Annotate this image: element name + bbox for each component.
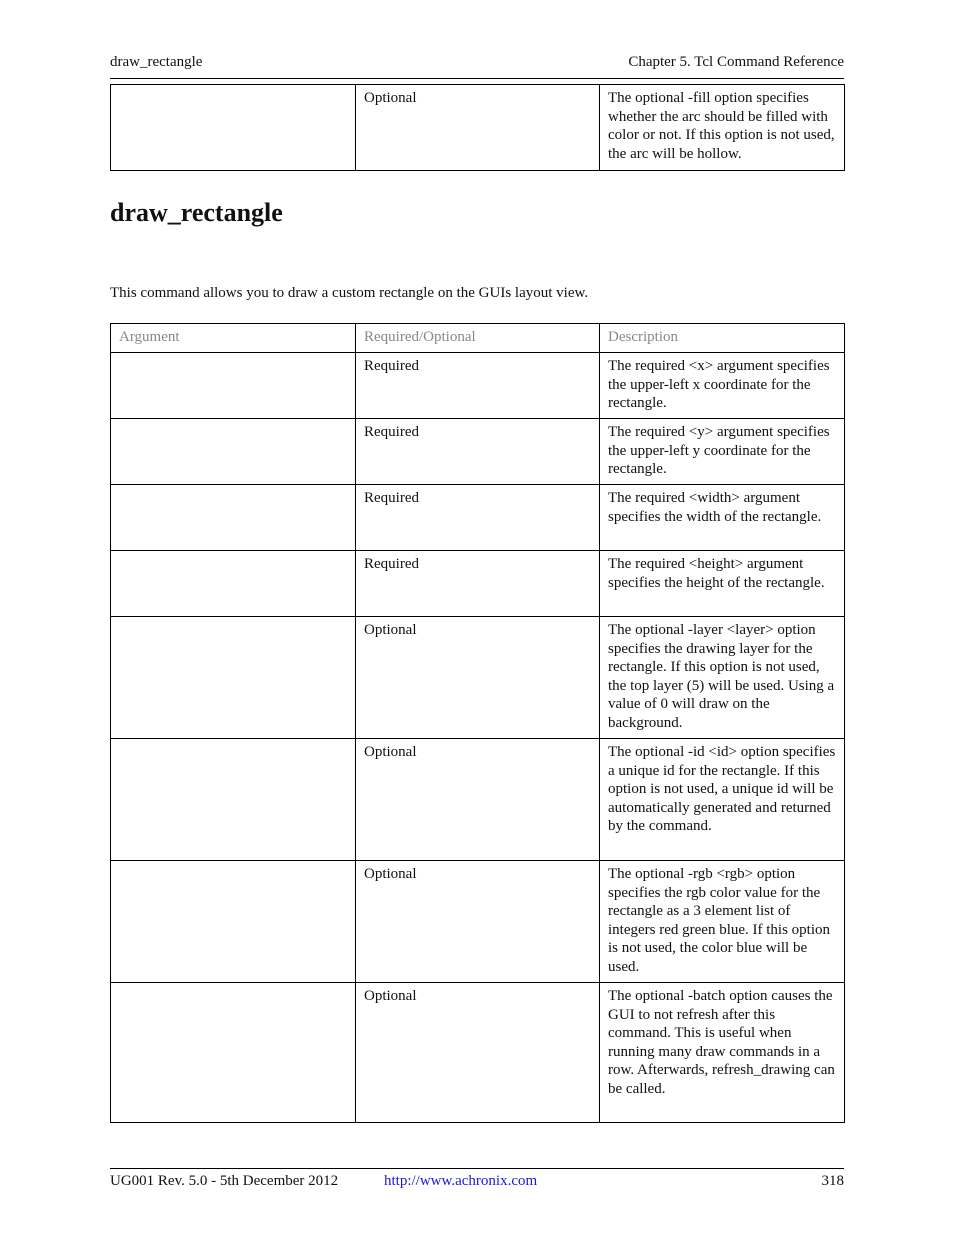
- table-row: [111, 485, 845, 551]
- column-header-required: Required/Optional: [356, 324, 600, 353]
- page-footer: [110, 1173, 844, 1195]
- argument-cell: [111, 485, 356, 551]
- required-cell: Optional: [356, 983, 600, 1123]
- description-cell: The optional -layer <layer> option specifies the drawing layer for the rectangle. If this option is not used, the top layer (5) will be used. Using a value of 0 will draw on the background.: [600, 617, 845, 739]
- command-syntax: [110, 243, 844, 279]
- description-cell: The required <x> argument specifies the upper-left x coordinate for the rectangle.: [600, 353, 845, 419]
- table-row: [111, 353, 845, 419]
- required-cell: Optional: [356, 861, 600, 983]
- description-cell: The required <y> argument specifies the upper-left y coordinate for the rectangle.: [600, 419, 845, 485]
- required-cell: Optional: [356, 739, 600, 861]
- required-cell: Required: [356, 485, 600, 551]
- table-row: [111, 551, 845, 617]
- required-cell: Optional: [356, 617, 600, 739]
- footer-document-id: UG001 Rev. 5.0 - 5th December 2012: [110, 1173, 339, 1189]
- argument-cell: [111, 861, 356, 983]
- description-cell: The optional -batch option causes the GUI to not refresh after this command. This is useful when running many draw commands in a row. Afterwards, refresh_drawing can be called.: [600, 983, 845, 1123]
- table-row: [111, 739, 845, 861]
- arguments-table: [110, 323, 845, 1123]
- description-cell: The required <height> argument specifies the height of the rectangle.: [600, 551, 845, 617]
- description-cell: The optional -rgb <rgb> option specifies the rgb color value for the rectangle as a 3 element list of integers red green blue. If this option is not used, the color blue will be used.: [600, 861, 845, 983]
- required-cell: Required: [356, 419, 600, 485]
- required-cell: Optional: [356, 85, 600, 171]
- footer-rule: [110, 1168, 844, 1169]
- column-header-argument: Argument: [111, 324, 356, 353]
- header-rule: [110, 78, 844, 79]
- argument-cell: [111, 419, 356, 485]
- description-cell: The optional -id <id> option specifies a unique id for the rectangle. If this option is not used, a unique id will be automatically generated and returned by the command.: [600, 739, 845, 861]
- description-cell: The optional -fill option specifies whether the arc should be filled with color or not. If this option is not used, the arc will be hollow.: [600, 85, 845, 171]
- argument-cell: [111, 551, 356, 617]
- header-chapter: Chapter 5. Tcl Command Reference: [628, 54, 844, 70]
- table-row: [111, 419, 845, 485]
- table-row: [111, 861, 845, 983]
- table-row: [111, 983, 845, 1123]
- argument-cell: [111, 617, 356, 739]
- column-header-description: Description: [600, 324, 845, 353]
- argument-cell: [111, 353, 356, 419]
- section-title: draw_rectangle: [110, 198, 283, 227]
- argument-cell: [111, 85, 356, 171]
- footer-website-link[interactable]: http://www.achronix.com: [384, 1173, 538, 1189]
- required-cell: Required: [356, 353, 600, 419]
- page-number: 318: [821, 1173, 844, 1189]
- required-cell: Required: [356, 551, 600, 617]
- fill-option-table: [110, 84, 845, 171]
- argument-cell: [111, 739, 356, 861]
- table-row: [111, 617, 845, 739]
- table-row: [111, 85, 845, 171]
- table-header-row: [111, 324, 845, 353]
- section-description: This command allows you to draw a custom rectangle on the GUIs layout view.: [110, 285, 589, 301]
- description-cell: The required <width> argument specifies the width of the rectangle.: [600, 485, 845, 551]
- argument-cell: [111, 983, 356, 1123]
- page-header: [110, 54, 844, 76]
- header-section-name: draw_rectangle: [110, 54, 203, 70]
